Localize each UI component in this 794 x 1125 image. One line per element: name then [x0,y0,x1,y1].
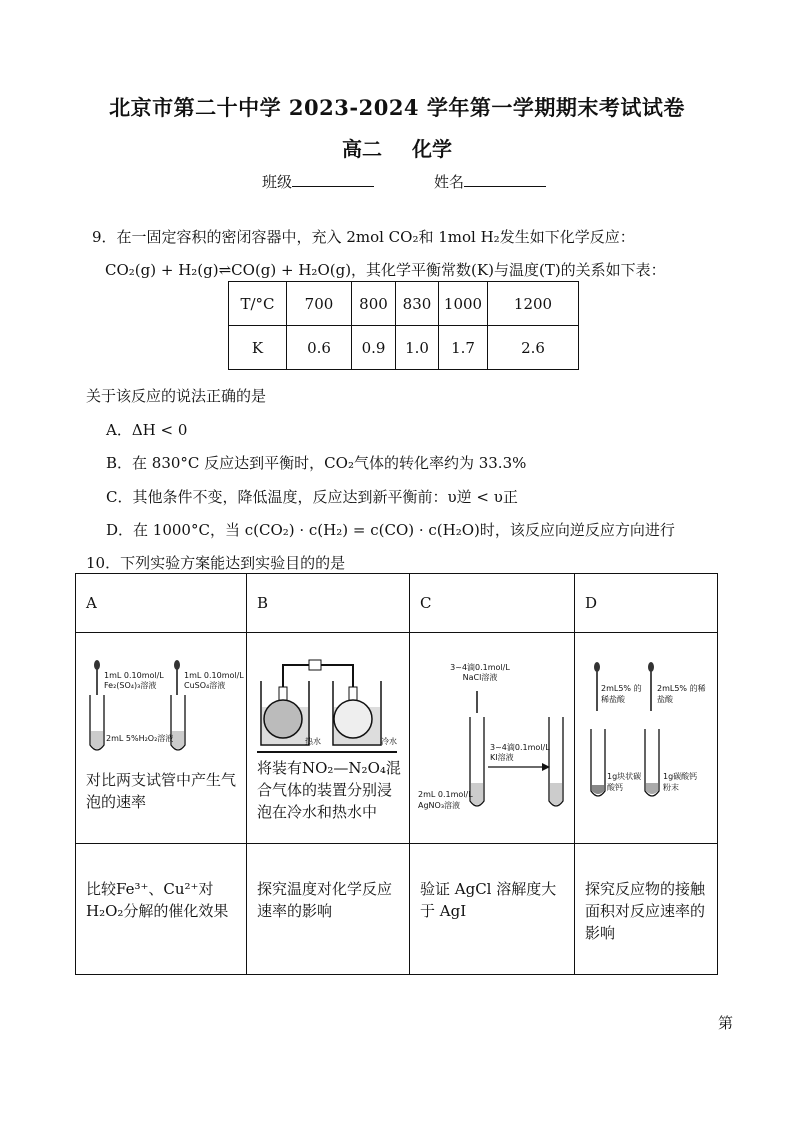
name-blank[interactable] [464,172,546,187]
option-a[interactable]: A．ΔH < 0 [106,421,188,439]
table-cell: 2.6 [488,326,579,370]
header-d[interactable]: D [575,574,718,633]
label-c-bottom: 2mL 0.1mol/L AgNO₃溶液 [418,790,473,810]
label-hot-water: 热水 [305,737,321,746]
figure-b-text: 将装有NO₂—N₂O₄混合气体的装置分别浸泡在冷水和热水中 [257,759,401,821]
exam-subtitle [0,133,794,162]
figure-a-text: 对比两支试管中产生气泡的速率 [86,771,237,811]
figure-a-cell [76,633,247,844]
table-cell: 700 [287,282,352,326]
table-cell: K [229,326,287,370]
name-label: 姓名 [434,173,465,191]
class-label: 班级 [262,173,293,191]
table-row [229,282,579,326]
table-row [76,574,718,633]
option-b[interactable]: B．在 830°C 反应达到平衡时，CO₂气体的转化率约为 33.3% [106,454,527,472]
label-d-left: 2mL5% 的稀盐酸 [601,684,642,704]
student-fields [262,171,546,192]
purpose-a-cell [76,844,247,975]
label-a-bottom: 2mL 5%H₂O₂溶液 [106,734,174,743]
label-a-left: 1mL 0.10mol/L Fe₂(SO₄)₃溶液 [104,671,164,690]
table-cell: 1000 [439,282,488,326]
purpose-b-cell [247,844,410,975]
header-a[interactable]: A [76,574,247,633]
class-blank[interactable] [292,172,374,187]
label-c-top: 3~4滴0.1mol/L NaCl溶液 [450,663,510,682]
table-row [76,844,718,975]
table-cell: 1.0 [396,326,439,370]
question-9-equation: CO₂(g) + H₂(g)⇌CO(g) + H₂O(g)，其化学平衡常数(K)与温度(T)的关系如下表： [105,261,666,279]
experiment-table [75,573,718,975]
table-row [76,633,718,844]
figure-c-cell [410,633,575,844]
exam-title: 北京市第二十中学 2023-2024 学年第一学期期末考试试卷 [109,95,685,120]
table-cell: 830 [396,282,439,326]
table-row [229,326,579,370]
equilibrium-constant-table [228,281,579,370]
figure-d-cell [575,633,718,844]
table-cell: 1200 [488,282,579,326]
option-c[interactable]: C．其他条件不变，降低温度，反应达到新平衡前：υ逆 < υ正 [106,488,518,506]
label-d-right: 2mL5% 的稀盐酸 [657,684,706,704]
purpose-b: 探究温度对化学反应速率的影响 [257,880,393,920]
purpose-d-cell [575,844,718,975]
label-cold-water: 冷水 [381,737,397,746]
table-cell: 0.9 [352,326,396,370]
table-cell: 0.6 [287,326,352,370]
label-c-mid: 3~4滴0.1mol/L KI溶液 [490,743,550,762]
question-10-stem: 10．下列实验方案能达到实验目的的是 [86,554,346,572]
option-d[interactable]: D．在 1000°C，当 c(CO₂) · c(H₂) = c(CO) · c(H₂O)时，该反应向逆反应方向进行 [106,521,675,539]
purpose-d: 探究反应物的接触面积对反应速率的影响 [585,880,706,942]
label-d-solid1: 1g块状碳酸钙 [607,772,642,792]
table-cell: 1.7 [439,326,488,370]
label-a-right: 1mL 0.10mol/L CuSO₄溶液 [184,671,244,690]
reaction-rate-figure [575,633,718,843]
grade-label: 高二 [342,137,382,161]
subject-label: 化学 [412,137,452,161]
purpose-c: 验证 AgCl 溶解度大于 AgI [420,880,557,920]
header-c[interactable]: C [410,574,575,633]
figure-b-cell [247,633,410,844]
purpose-a: 比较Fe³⁺、Cu²⁺对H₂O₂分解的催化效果 [86,880,229,920]
label-d-solid2: 1g碳酸钙粉末 [663,772,698,792]
page-number: 第 [718,1014,734,1032]
table-cell: 800 [352,282,396,326]
question-9-prompt: 关于该反应的说法正确的是 [86,387,267,405]
question-9-stem: 9．在一固定容积的密闭容器中，充入 2mol CO₂和 1mol H₂发生如下化学反应： [92,228,635,246]
table-cell: T/°C [229,282,287,326]
purpose-c-cell [410,844,575,975]
header-b[interactable]: B [247,574,410,633]
